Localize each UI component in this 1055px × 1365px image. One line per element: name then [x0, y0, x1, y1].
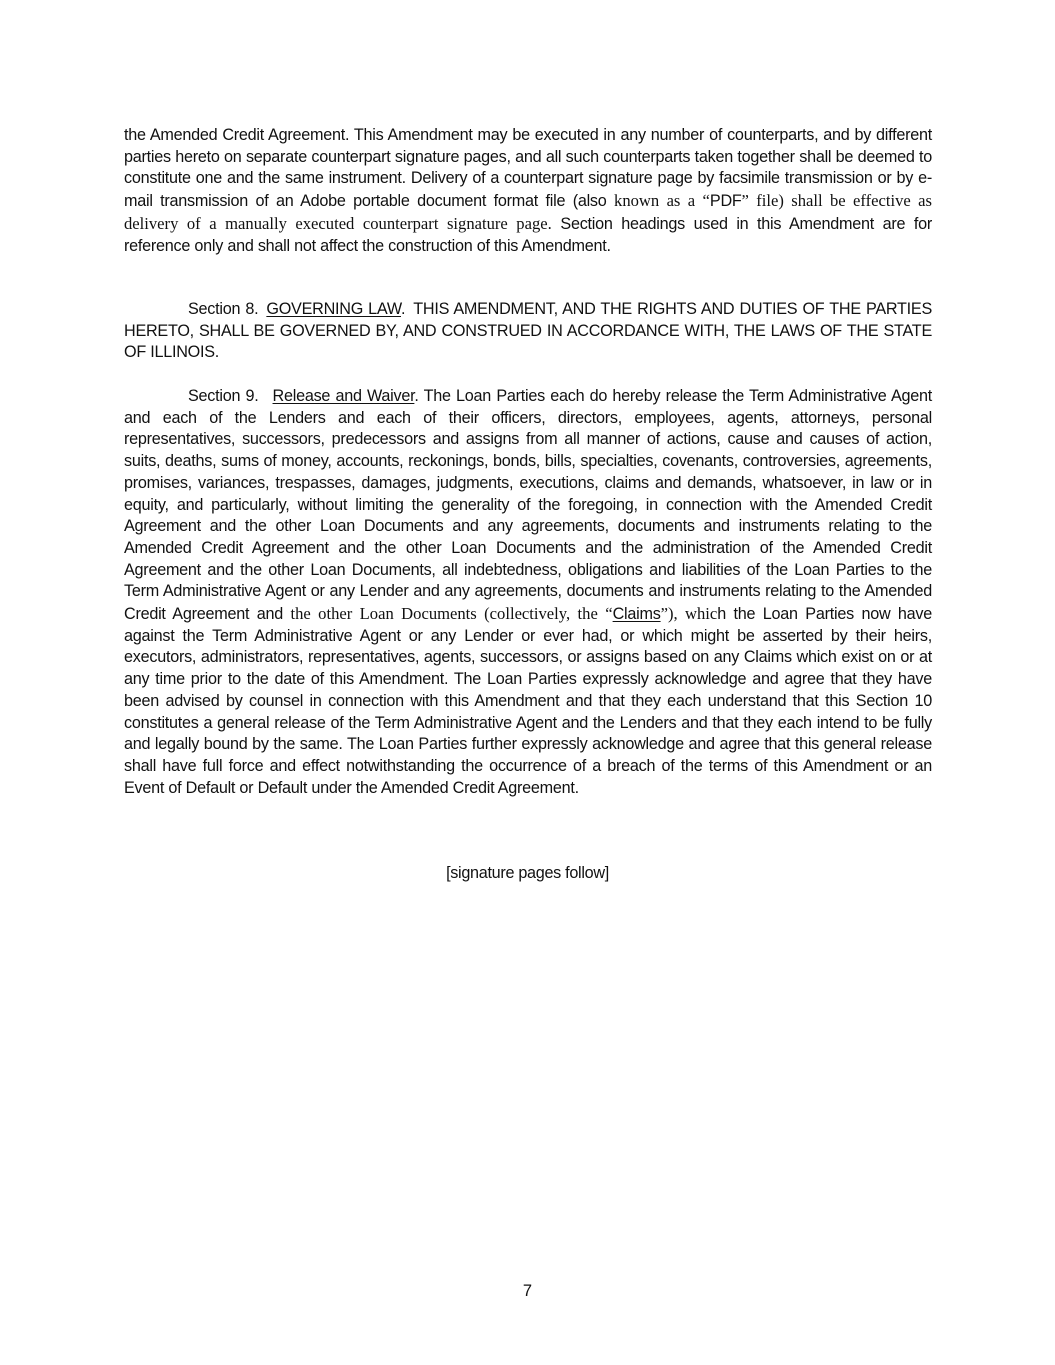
signature-pages-note: [signature pages follow]	[446, 864, 609, 882]
section-heading: Release and Waiver	[272, 387, 415, 405]
section-text-serif: the other Loan Documents (collectively, the “	[290, 604, 613, 624]
paragraph-text-serif: ” file) shall be effective as delivery of a manually executed counterpart signature page.	[124, 191, 932, 233]
section-text-serif: ”), whic	[660, 604, 718, 624]
paragraph-text: Section headings used in this Amendment are for reference only and shall not affect the construction of this Amendment.	[124, 214, 933, 255]
paragraph-text-serif: known as a “	[614, 191, 710, 211]
paragraph-text: the Amended Credit Agreement. This Amendment may be executed in any number of counterparts, and by different parties hereto on separate counterpart signature pages, and all such counterparts taken together shall be deemed to constitute one and the same instrument. Delivery of a counterpart signature page by facsimile transmission or by e-mail transmission of an Adobe portable document format file (also	[124, 126, 932, 211]
section-8-governing-law	[124, 299, 932, 364]
section-9-release-and-waiver	[124, 386, 932, 799]
section-text: . The Loan Parties each do hereby release the Term Administrative Agent and each of the Lenders and each of their officers, directors, employees, agents, attorneys, personal representatives, successors, predecessors and assigns from all manner of actions, cause and causes of action, suits, deaths, sums of money, accounts, reckonings, bonds, bills, specialties, covenants, controversies, agreements, promises, variances, trespasses, damages, judgments, executions, claims and demands, whatsoever, in law or in equity, and particularly, without limiting the generality of the foregoing, in connection with the Amended Credit Agreement and the other Loan Documents and any agreements, documents and instruments relating to the Amended Credit Agreement and the other Loan Documents and the administration of the Amended Credit Agreement and the other Loan Documents, all indebtedness, obligations and liabilities of the Loan Parties to the Term Administrative Agent or any Lender and any agreements, documents and instruments relating to the Amended Credit Agreement and	[124, 387, 932, 624]
pdf-term: PDF	[709, 192, 742, 211]
section-number: Section 8.	[188, 300, 259, 318]
defined-term-claims: Claims	[612, 605, 661, 624]
section-number: Section 9.	[188, 387, 259, 405]
paragraph-counterparts	[124, 125, 932, 257]
section-text: THIS AMENDMENT, AND THE RIGHTS AND DUTIES OF THE PARTIES HERETO, SHALL BE GOVERNED BY, AND CONSTRUED IN ACCORDANCE WITH, THE LAWS OF THE STATE OF ILLINOIS.	[124, 300, 933, 362]
heading-period: .	[401, 300, 406, 318]
section-heading: GOVERNING LAW	[266, 300, 401, 318]
section-text: h the Loan Parties now have against the Term Administrative Agent or any Lender or ever had, or which might be asserted by their heirs, executors, administrators, representatives, agents, successors, or assigns based on any Claims which exist on or at any time prior to the date of this Amendment. The Loan Parties expressly acknowledge and agree that they have been advised by counsel in connection with this Amendment and that they each understand that this Section 10 constitutes a general release of the Term Administrative Agent and the Lenders and that they each intend to be fully and legally bound by the same. The Loan Parties further expressly acknowledge and agree that this general release shall have full force and effect notwithstanding the occurrence of a breach of the terms of this Amendment or an Event of Default or Default under the Amended Credit Agreement.	[124, 605, 932, 797]
page-number: 7	[522, 1282, 533, 1300]
